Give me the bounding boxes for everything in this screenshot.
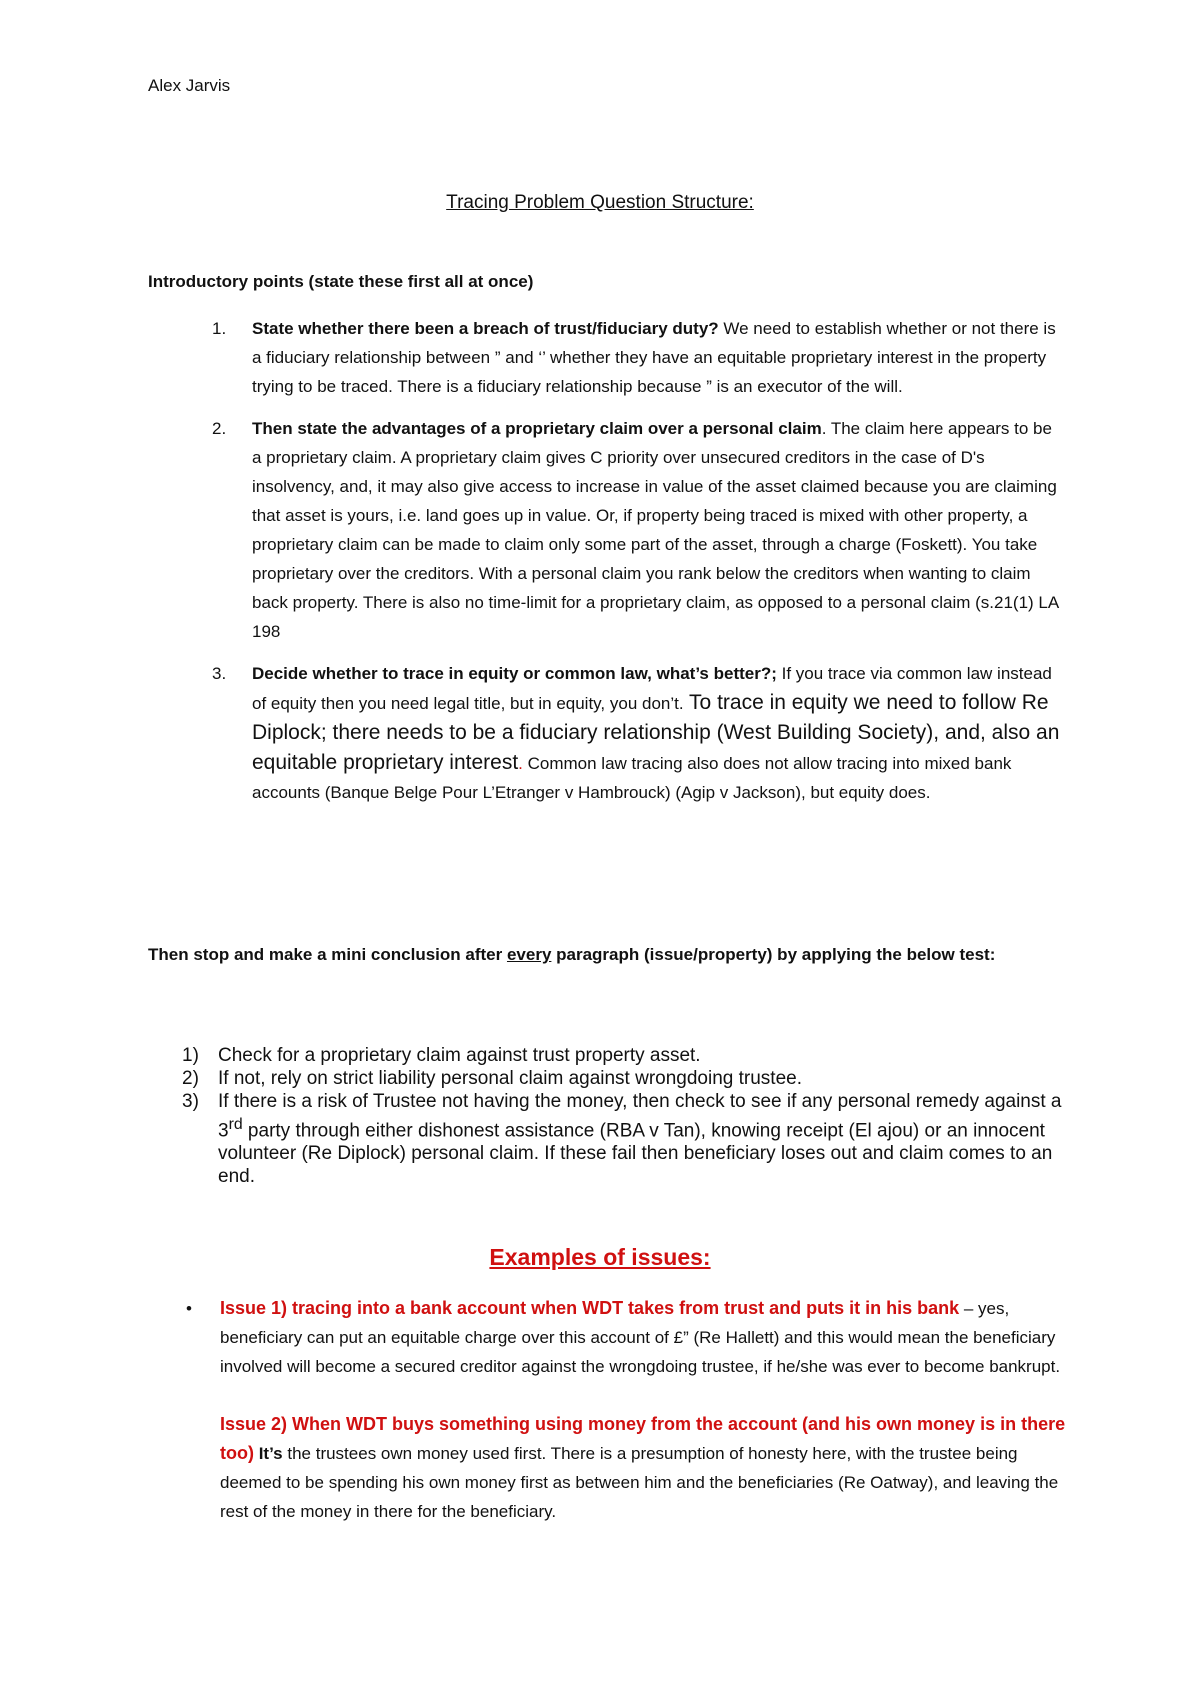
list-number: 2. (212, 419, 227, 438)
point-text: If you trace via common law instead of equity then you need legal title, but in equity, you don’t. (252, 664, 1052, 713)
list-item (212, 314, 1062, 401)
list-number: 1. (212, 319, 227, 338)
instruction-text: Then stop and make a mini conclusion after (148, 945, 507, 964)
list-number: 1) (182, 1045, 199, 1066)
author-name: Alex Jarvis (148, 76, 231, 95)
conclusion-instruction (148, 940, 1048, 969)
list-number: 3) (182, 1091, 199, 1112)
point-text-red-dot: . (518, 754, 523, 773)
step-text: If not, rely on strict liability personal claim against wrongdoing trustee. (218, 1068, 802, 1089)
point-heading: Then state the advantages of a proprietary claim over a personal claim (252, 419, 822, 438)
list-item (212, 414, 1062, 646)
issue-text: – yes, beneficiary can put an equitable charge over this account of £” (Re Hallett) and this would mean the beneficiary involved will become a secured creditor against the wrongdoing trustee, if he/she was ever to become bankrupt. (220, 1299, 1061, 1376)
list-item (182, 1044, 1062, 1067)
examples-heading: Examples of issues: (489, 1244, 711, 1270)
list-item (220, 1410, 1070, 1526)
document-title: Tracing Problem Question Structure: (446, 192, 754, 213)
list-item (212, 659, 1062, 807)
issue-heading: Issue 1) tracing into a bank account when WDT takes from trust and puts it in his bank (220, 1298, 960, 1318)
step-text: If there is a risk of Trustee not having the money, then check to see if any personal remedy against a 3 (218, 1091, 1062, 1142)
instruction-text: paragraph (issue/property) by applying the below test: (551, 945, 996, 964)
issue-bold-text: It’s (253, 1444, 283, 1463)
point-text: Common law tracing also does not allow tracing into mixed bank accounts (Banque Belge Pour L’Etranger v Hambrouck) (Agip v Jackson), but equity does. (252, 754, 1012, 802)
point-heading: Decide whether to trace in equity or common law, what’s better?; (252, 664, 777, 683)
step-superscript: rd (228, 1116, 243, 1133)
point-text: . The claim here appears to be a proprietary claim. A proprietary claim gives C priority over unsecured creditors in the case of D's insolvency, and, it may also give access to increase in value of the asset claimed because you are claiming that asset is yours, i.e. land goes up in value. Or, if property being traced is mixed with other property, a proprietary claim can be made to claim only some part of the asset, through a charge (Foskett). You take proprietary over the creditors. With a personal claim you rank below the creditors when wanting to claim back property. There is also no time-limit for a proprietary claim, as opposed to a personal claim (s.21(1) LA 198 (252, 419, 1059, 641)
point-heading: State whether there been a breach of trust/fiduciary duty? (252, 319, 719, 338)
instruction-underlined: every (506, 945, 552, 964)
issues-list (186, 1294, 1070, 1555)
issue-text: the trustees own money used first. There is a presumption of honesty here, with the trustee being deemed to be spending his own money first as between him and the beneficiaries (Re Oatway), and leaving the rest of the money in there for the beneficiary. (220, 1444, 1059, 1521)
list-item (186, 1294, 1070, 1381)
list-item (182, 1090, 1062, 1188)
point-text: We need to establish whether or not there is a fiduciary relationship between ” and ‘’ whether they have an equitable proprietary interest in the property trying to be traced. There is a fiduciary relationship because ” is an executor of the will. (252, 319, 1056, 396)
step-text: party through either dishonest assistance (RBA v Tan), knowing receipt (El ajou) or an innocent volunteer (Re Diplock) personal claim. If these fail then beneficiary loses out and claim comes to an end. (218, 1120, 1053, 1188)
test-steps-list (182, 1044, 1062, 1188)
point-text-large: To trace in equity we need to follow Re Diplock; there needs to be a fiduciary relationship (West Building Society), and, also an equitable proprietary interest (252, 691, 1060, 774)
bullet-icon: • (186, 1299, 192, 1318)
list-item (182, 1067, 1062, 1090)
list-number: 2) (182, 1068, 199, 1089)
list-number: 3. (212, 664, 227, 683)
intro-heading: Introductory points (state these first all at once) (148, 272, 534, 291)
issue-heading: Issue 2) When WDT buys something using money from the account (and his own money is in there too) (220, 1414, 1066, 1463)
step-text: Check for a proprietary claim against trust property asset. (218, 1045, 701, 1066)
intro-points-list (212, 314, 1062, 820)
